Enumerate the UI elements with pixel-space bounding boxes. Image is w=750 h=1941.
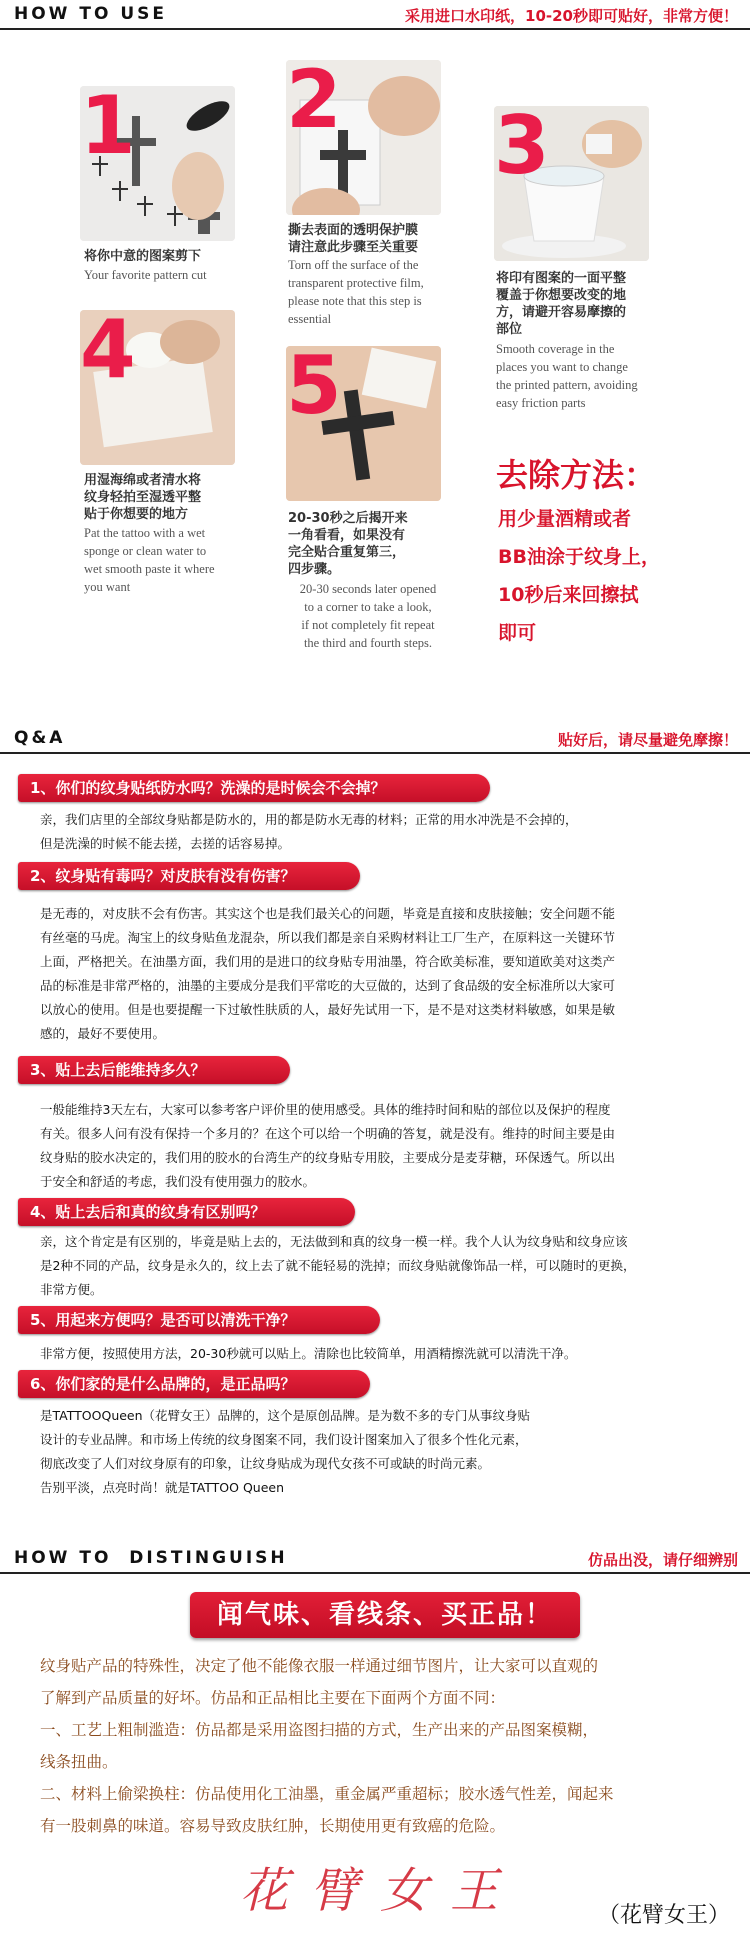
question-4: 4、贴上去后和真的纹身有区别吗？ — [18, 1198, 355, 1226]
step-3-en: Smooth coverage in the places you want to change the printed pattern, avoiding easy friction parts — [496, 342, 638, 410]
section-title: Q&A — [14, 728, 66, 748]
step-5-cn: 20-30秒之后揭开来 一角看看，如果没有 完全贴合重复第三， 四步骤。 — [288, 511, 408, 577]
step-number: 5 — [286, 339, 342, 432]
section-title: HOW TO USE — [14, 4, 167, 24]
step-5-en: 20-30 seconds later opened to a corner to take a look, if not completely fit repeat the third and fourth steps. — [299, 582, 437, 650]
section-tagline: 仿品出没，请仔细辨别 — [587, 1551, 738, 1569]
answer-3: 一般能维持3天左右，大家可以参考客户评价里的使用感受。具体的维持时间和贴的部位以及保护的程度 有关。很多人问有没有保持一个多月的？在这个可以给一个明确的答复，就是没有。维持的时间主要是由 纹身贴的胶水决定的，我们用的胶水的台湾生产的纹身贴专用胶，主要成分是麦芽糖，环保透气。所以出 于安全和舒适的考虑，我们没有使用强力的胶水。 — [40, 1102, 616, 1189]
step-1-en: Your favorite pattern cut — [84, 268, 207, 282]
step-number: 1 — [80, 79, 136, 172]
step-1-cn: 将你中意的图案剪下 — [84, 249, 202, 264]
answer-4: 亲，这个肯定是有区别的，毕竟是贴上去的，无法做到和真的纹身一模一样。我个人认为纹身贴和纹身应该 是2种不同的产品，纹身是永久的，纹上去了就不能轻易的洗掉；而纹身贴就像饰品一样，可以随时的更换， 非常方便。 — [40, 1234, 636, 1297]
question-2: 2、纹身贴有毒吗？对皮肤有没有伤害？ — [18, 862, 360, 890]
answer-6: 是TATTOOQueen（花臂女王）品牌的，这个是原创品牌。是为数不多的专门从事纹身贴 设计的专业品牌。和市场上传统的纹身图案不同，我们设计图案加入了很多个性化元素， 彻底改变了人们对纹身原有的印象，让纹身贴成为现代女孩不可或缺的时尚元素。 告别平淡，点亮时尚！就是TATTOO Queen — [40, 1408, 531, 1495]
qa-header — [0, 724, 750, 754]
brand-signature: 花臂女王 — [240, 1863, 521, 1919]
answer-5: 非常方便，按照使用方法，20-30秒就可以贴上。清除也比较简单，用酒精擦洗就可以清洗干净。 — [40, 1346, 577, 1361]
section-tagline: 贴好后，请尽量避免摩擦！ — [557, 731, 738, 749]
section-title: HOW TO DISTINGUISH — [14, 1548, 288, 1568]
distinguish-intro: 纹身贴产品的特殊性，决定了他不能像衣服一样通过细节图片，让大家可以直观的 了解到产品质量的好坏。仿品和正品相比主要在下面两个方面不同： — [40, 1657, 599, 1707]
distinguish-point-2: 二、材料上偷梁换柱：仿品使用化工油墨，重金属严重超标；胶水透气性差，闻起来 有一股刺鼻的味道。容易导致皮肤红肿，长期使用更有致癌的危险。 — [40, 1785, 614, 1835]
step-3-cn: 将印有图案的一面平整 覆盖于你想要改变的地 方，请避开容易摩擦的 部位 — [496, 271, 627, 337]
removal-text: 用少量酒精或者 BB油涂于纹身上， 10秒后来回擦拭 即可 — [498, 508, 660, 644]
distinguish-header — [0, 1544, 750, 1574]
step-number: 2 — [286, 53, 342, 146]
step-2-en: Torn off the surface of the transparent protective film, please note that this step is essential — [288, 258, 424, 326]
distinguish-banner: 闻气味、看线条、买正品！ — [190, 1592, 580, 1638]
question-1: 1、你们的纹身贴纸防水吗？洗澡的是时候会不会掉？ — [18, 774, 490, 802]
answer-2: 是无毒的，对皮肤不会有伤害。其实这个也是我们最关心的问题，毕竟是直接和皮肤接触；安全问题不能 有丝毫的马虎。淘宝上的纹身贴鱼龙混杂，所以我们都是亲自采购材料让工厂生产，在原料这一关键环节 上面，严格把关。在油墨方面，我们用的是进口的纹身贴专用油墨，符合欧美标准，要知道欧美对这类产 品的标准是非常严格的，油墨的主要成分是我们平常吃的大豆做的，达到了食品级的安全标准所以大家可 以放心的使用。但是也要提醒一下过敏性肤质的人，最好先试用一下，是不是对这类材料敏感，如果是敏 感的，最好不要使用。 — [40, 906, 616, 1041]
brand-signature-caption: （花臂女王） — [598, 1903, 731, 1928]
step-2-cn: 撕去表面的透明保护膜 请注意此步骤至关重要 — [288, 223, 419, 255]
divider — [0, 28, 750, 30]
question-5: 5、用起来方便吗？是否可以清洗干净？ — [18, 1306, 380, 1334]
divider — [0, 1572, 750, 1574]
distinguish-point-1: 一、工艺上粗制滥造：仿品都是采用盗图扫描的方式，生产出来的产品图案模糊， 线条扭曲。 — [40, 1721, 599, 1771]
removal-title: 去除方法： — [496, 456, 657, 494]
question-6: 6、你们家的是什么品牌的，是正品吗？ — [18, 1370, 370, 1398]
divider — [0, 752, 750, 754]
how-to-use-header — [0, 0, 750, 30]
step-number: 4 — [80, 303, 136, 396]
step-number: 3 — [494, 99, 550, 192]
answer-1: 亲，我们店里的全部纹身贴都是防水的，用的都是防水无毒的材料；正常的用水冲洗是不会掉的， 但是洗澡的时候不能去搓，去搓的话容易掉。 — [40, 812, 578, 851]
step-4-en: Pat the tattoo with a wet sponge or clean water to wet smooth paste it where you want — [84, 526, 215, 594]
question-3: 3、贴上去后能维持多久？ — [18, 1056, 290, 1084]
section-tagline: 采用进口水印纸，10-20秒即可贴好，非常方便！ — [405, 7, 738, 25]
step-4-cn: 用湿海绵或者清水将 纹身轻拍至湿透平整 贴于你想要的地方 — [84, 473, 202, 522]
